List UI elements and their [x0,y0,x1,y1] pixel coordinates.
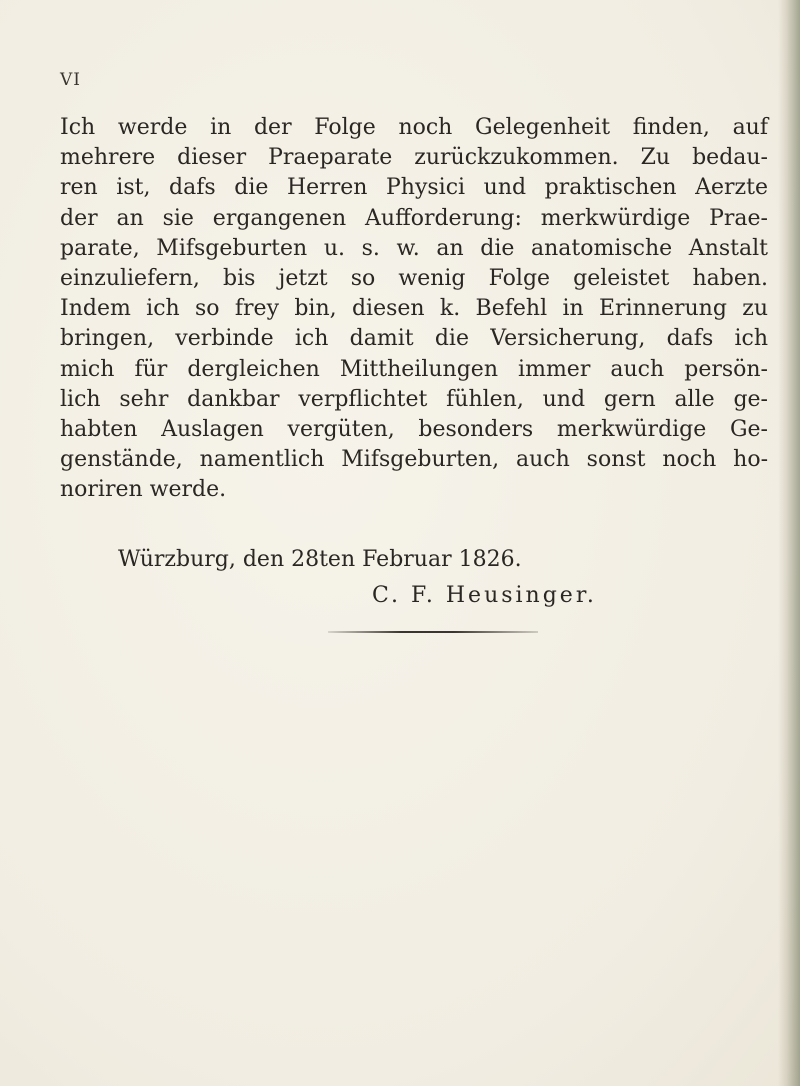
text-line: einzuliefern, bis jetzt so wenig Folge geleistet haben. [60,265,768,291]
signature: C. F. Heusinger. [372,583,597,608]
date-line: Würzburg, den 28ten Februar 1826. [118,547,522,572]
text-line: parate, Mifsgeburten u. s. w. an die anatomische Anstalt [60,235,768,261]
page-edge-shadow [778,0,800,1086]
text-line: genstände, namentlich Mifsgeburten, auch sonst noch ho- [60,447,768,473]
text-line: mich für dergleichen Mittheilungen immer auch persön- [60,356,768,382]
text-line: mehrere dieser Praeparate zurückzukommen. Zu bedau- [60,145,768,171]
text-line: Indem ich so frey bin, diesen k. Befehl in Erinnerung zu [60,296,768,322]
text-line: lich sehr dankbar verpflichtet fühlen, und gern alle ge- [60,386,768,412]
text-line: noriren werde. [60,477,227,503]
text-line: habten Auslagen vergüten, besonders merkwürdige Ge- [60,416,768,442]
page-number: VI [60,70,81,90]
text-line: bringen, verbinde ich damit die Versicherung, dafs ich [60,326,768,352]
text-line: der an sie ergangenen Aufforderung: merkwürdige Prae- [60,205,768,231]
text-line: ren ist, dafs die Herren Physici und praktischen Aerzte [60,175,768,201]
letter-body [60,113,768,505]
text-line: Ich werde in der Folge noch Gelegenheit finden, auf [60,115,768,140]
divider-rule [328,631,538,633]
